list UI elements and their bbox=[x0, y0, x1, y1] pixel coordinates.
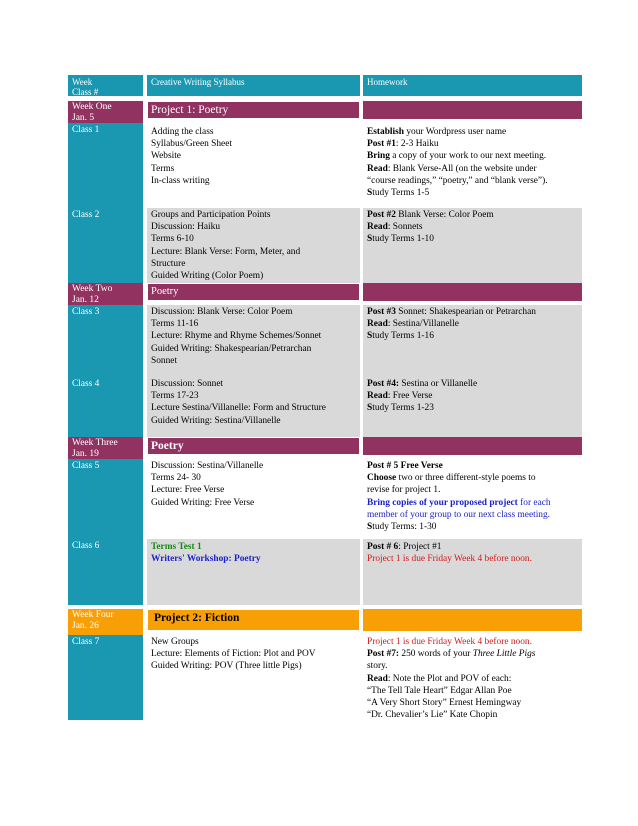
class-1-homework bbox=[363, 123, 582, 208]
hw-bold: Post # 6 bbox=[367, 542, 399, 552]
writers-workshop: Writers' Workshop: Poetry bbox=[151, 554, 261, 565]
topic: Syllabus/Green Sheet bbox=[151, 139, 232, 150]
hw-text: Sestina or Villanelle bbox=[399, 379, 478, 389]
hw-bold: Post #2 bbox=[367, 210, 396, 220]
week-date: Jan. 19 bbox=[72, 449, 99, 459]
week-one-cell bbox=[68, 101, 143, 123]
topic: Discussion: Sestina/Villanelle bbox=[151, 461, 264, 471]
hw-text: : 2-3 Haiku bbox=[395, 139, 439, 150]
class-7-topics bbox=[147, 635, 360, 720]
class-label: Class 2 bbox=[68, 208, 143, 283]
hw-post: Post # 5 Free Verse bbox=[367, 461, 443, 471]
class-6-homework bbox=[363, 539, 582, 605]
hw-due: Project 1 is due Friday Week 4 before noon. bbox=[367, 554, 532, 565]
week-label: Week Four bbox=[72, 610, 114, 620]
topic: Discussion: Haiku bbox=[151, 222, 221, 233]
hw-text: : Free Verse bbox=[387, 391, 433, 402]
header-homework: Homework bbox=[363, 75, 582, 96]
hw-text: for each bbox=[517, 497, 551, 508]
week-four-title-cell bbox=[147, 609, 360, 631]
topic: Guided Writing: Shakespearian/Petrarchan bbox=[151, 343, 312, 354]
class-5-homework bbox=[363, 459, 582, 539]
header-week-cell bbox=[68, 75, 143, 96]
week-date: Jan. 12 bbox=[72, 295, 99, 305]
story: “The Tell Tale Heart” Edgar Allan Poe bbox=[367, 685, 512, 696]
class-label: Class 4 bbox=[68, 377, 143, 437]
week-three-cell bbox=[68, 437, 143, 459]
hw-text: a copy of your work to our next meeting. bbox=[389, 151, 547, 162]
class-6-topics bbox=[147, 539, 360, 605]
syllabus-table bbox=[68, 75, 582, 720]
topic: Lecture: Free Verse bbox=[151, 485, 225, 496]
hw-text: tudy Terms 1-23 bbox=[372, 403, 434, 414]
class-3-homework bbox=[363, 305, 582, 377]
week-one-empty-cell bbox=[363, 101, 582, 119]
hw-text: “course readings,” “poetry,” and “blank verse”). bbox=[367, 175, 548, 186]
header-class: Class # bbox=[72, 87, 99, 98]
topic: Groups and Participation Points bbox=[151, 210, 271, 220]
hw-text: tudy Terms 1-16 bbox=[372, 331, 434, 342]
hw-bold: S bbox=[367, 331, 373, 342]
topic: Discussion: Sonnet bbox=[151, 379, 224, 389]
class-label: Class 5 bbox=[68, 459, 143, 539]
class-2-homework bbox=[363, 208, 582, 283]
week-title: Poetry bbox=[151, 440, 184, 452]
hw-text: tudy Terms 1-10 bbox=[372, 234, 434, 245]
week-four-empty-cell bbox=[363, 609, 582, 631]
topic: Adding the class bbox=[151, 127, 214, 137]
hw-text: : Note the Plot and POV of each: bbox=[387, 673, 512, 684]
topic: Structure bbox=[151, 258, 186, 269]
hw-italic: Three Little Pigs bbox=[472, 649, 536, 660]
header-title: Creative Writing Syllabus bbox=[147, 75, 360, 96]
hw-bold: S bbox=[367, 522, 373, 533]
week-two-title-cell bbox=[147, 283, 360, 301]
topic: Sonnet bbox=[151, 355, 178, 366]
hw-bold: Post #7: bbox=[367, 649, 400, 660]
class-4-row bbox=[68, 377, 582, 437]
week-two-empty-cell bbox=[363, 283, 582, 301]
class-2-row bbox=[68, 208, 582, 283]
week-label: Week Three bbox=[72, 438, 118, 448]
week-one-title-cell bbox=[147, 101, 360, 119]
class-7-row bbox=[68, 635, 582, 720]
hw-bold: Post #4: bbox=[367, 379, 400, 389]
week-four-cell bbox=[68, 609, 143, 635]
topic: Terms 24- 30 bbox=[151, 473, 201, 484]
hw-bold: Establish bbox=[367, 127, 404, 137]
week-four-row bbox=[68, 609, 582, 635]
week-title: Project 2: Fiction bbox=[154, 612, 240, 624]
hw-text: tudy Terms 1-5 bbox=[372, 188, 430, 199]
topic: Lecture: Blank Verse: Form, Meter, and bbox=[151, 246, 301, 257]
hw-bold: Post #3 bbox=[367, 307, 396, 317]
story: “Dr. Chevalier’s Lie” Kate Chopin bbox=[367, 710, 498, 721]
week-two-cell bbox=[68, 283, 143, 305]
topic: Terms 17-23 bbox=[151, 391, 199, 402]
class-7-homework bbox=[363, 635, 582, 720]
hw-bold: Read bbox=[367, 673, 388, 684]
header-week: Week bbox=[72, 77, 93, 87]
hw-text: Sonnet: Shakespearian or Petrarchan bbox=[395, 307, 536, 317]
week-three-empty-cell bbox=[363, 437, 582, 455]
class-4-topics bbox=[147, 377, 360, 437]
hw-text: two or three different-style poems to bbox=[396, 473, 536, 484]
hw-text: : Sestina/Villanelle bbox=[387, 319, 459, 330]
topic: Guided Writing: Sestina/Villanelle bbox=[151, 415, 281, 426]
hw-text: tudy Terms: 1-30 bbox=[372, 522, 437, 533]
topic: Terms bbox=[151, 163, 175, 174]
hw-text: story. bbox=[367, 661, 388, 672]
hw-bold: S bbox=[367, 234, 373, 245]
class-5-topics bbox=[147, 459, 360, 539]
topic: New Groups bbox=[151, 637, 199, 647]
class-1-topics bbox=[147, 123, 360, 208]
hw-text: : Sonnets bbox=[387, 222, 423, 233]
class-6-row bbox=[68, 539, 582, 605]
hw-bold: Read bbox=[367, 163, 388, 174]
class-label: Class 1 bbox=[68, 123, 143, 208]
hw-bold: Bring bbox=[367, 151, 390, 162]
hw-text: your Wordpress user name bbox=[404, 127, 507, 137]
week-date: Jan. 5 bbox=[72, 113, 95, 123]
class-5-row bbox=[68, 459, 582, 539]
class-3-topics bbox=[147, 305, 360, 377]
story: “A Very Short Story” Ernest Hemingway bbox=[367, 698, 522, 709]
terms-test: Terms Test 1 bbox=[151, 542, 202, 552]
topic: Guided Writing (Color Poem) bbox=[151, 271, 264, 282]
topic: Discussion: Blank Verse: Color Poem bbox=[151, 307, 293, 317]
class-label: Class 7 bbox=[68, 635, 143, 720]
topic: In-class writing bbox=[151, 175, 210, 186]
topic: Terms 6-10 bbox=[151, 234, 194, 245]
hw-text: revise for project 1. bbox=[367, 485, 441, 496]
class-label: Class 6 bbox=[68, 539, 143, 605]
class-label: Class 3 bbox=[68, 305, 143, 377]
week-three-title-cell bbox=[147, 437, 360, 455]
hw-text: : Project #1 bbox=[398, 542, 442, 552]
topic: Website bbox=[151, 151, 181, 162]
class-2-topics bbox=[147, 208, 360, 283]
topic: Terms 11-16 bbox=[151, 319, 199, 330]
hw-bold: Read bbox=[367, 222, 388, 233]
table-header-row bbox=[68, 75, 582, 96]
class-4-homework bbox=[363, 377, 582, 437]
week-two-row bbox=[68, 283, 582, 305]
week-three-row bbox=[68, 437, 582, 459]
week-one-row bbox=[68, 101, 582, 123]
hw-text: 250 words of your bbox=[399, 649, 473, 660]
topic: Guided Writing: Free Verse bbox=[151, 497, 255, 508]
topic: Lecture: Rhyme and Rhyme Schemes/Sonnet bbox=[151, 331, 322, 342]
topic: Lecture: Elements of Fiction: Plot and POV bbox=[151, 649, 316, 660]
hw-text: member of your group to our next class meeting. bbox=[367, 509, 551, 520]
hw-bold: Bring copies of your proposed project bbox=[367, 497, 518, 508]
week-label: Week One bbox=[72, 102, 112, 112]
hw-due: Project 1 is due Friday Week 4 before noon. bbox=[367, 637, 532, 647]
class-3-row bbox=[68, 305, 582, 377]
hw-bold: Post #1 bbox=[367, 139, 396, 150]
week-label: Week Two bbox=[72, 284, 113, 294]
hw-bold: Choose bbox=[367, 473, 397, 484]
week-title: Project 1: Poetry bbox=[151, 104, 229, 116]
hw-text: Blank Verse: Color Poem bbox=[395, 210, 494, 220]
hw-bold: Read bbox=[367, 319, 388, 330]
hw-text: : Blank Verse-All (on the website under bbox=[387, 163, 537, 174]
class-1-row bbox=[68, 123, 582, 208]
topic: Lecture Sestina/Villanelle: Form and Structure bbox=[151, 403, 326, 414]
week-title: Poetry bbox=[151, 286, 179, 297]
hw-bold: S bbox=[367, 188, 373, 199]
hw-bold: Read bbox=[367, 391, 388, 402]
week-date: Jan. 26 bbox=[72, 621, 99, 631]
hw-bold: S bbox=[367, 403, 373, 414]
topic: Guided Writing: POV (Three little Pigs) bbox=[151, 661, 302, 672]
